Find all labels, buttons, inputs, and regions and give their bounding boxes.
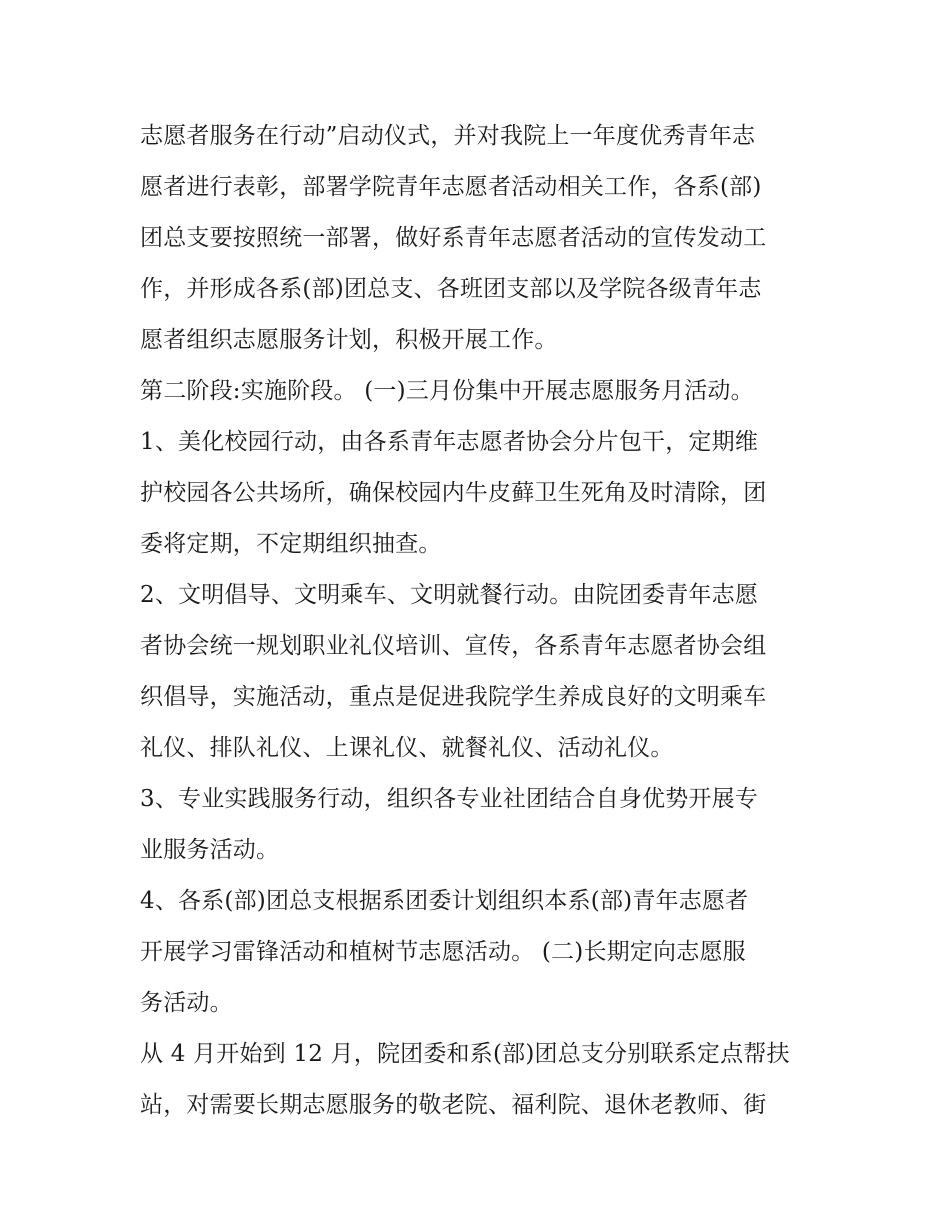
text-line: 作，并形成各系(部)团总支、各班团支部以及学院各级青年志 bbox=[140, 276, 762, 302]
text-line: 委将定期，不定期组织抽查。 bbox=[140, 531, 442, 557]
document-body bbox=[140, 111, 820, 1131]
text-line: 礼仪、排队礼仪、上课礼仪、就餐礼仪、活动礼仪。 bbox=[140, 735, 674, 761]
text-line: 团总支要按照统一部署，做好系青年志愿者活动的宣传发动工 bbox=[140, 225, 767, 251]
list-item-4-line: 4、各系(部)团总支根据系团委计划组织本系(部)青年志愿者 bbox=[140, 888, 749, 914]
text-line: 愿者进行表彰，部署学院青年志愿者活动相关工作，各系(部) bbox=[140, 174, 762, 200]
list-item-1-line: 1、美化校园行动，由各系青年志愿者协会分片包干，定期维 bbox=[140, 429, 759, 455]
list-item-2-line: 2、文明倡导、文明乘车、文明就餐行动。由院团委青年志愿 bbox=[140, 582, 759, 608]
text-line: 志愿者服务在行动”启动仪式，并对我院上一年度优秀青年志 bbox=[140, 123, 756, 149]
list-item-3-line: 3、专业实践服务行动，组织各专业社团结合自身优势开展专 bbox=[140, 786, 759, 812]
text-line: 业服务活动。 bbox=[140, 837, 280, 863]
text-line: 护校园各公共场所，确保校园内牛皮藓卫生死角及时清除，团 bbox=[140, 480, 767, 506]
text-line: 从 4 月开始到 12 月，院团委和系(部)团总支分别联系定点帮扶 bbox=[140, 1041, 790, 1067]
text-line: 织倡导，实施活动，重点是促进我院学生养成良好的文明乘车 bbox=[140, 684, 767, 710]
section-heading-line: 第二阶段:实施阶段。 (一)三月份集中开展志愿服务月活动。 bbox=[140, 378, 754, 404]
text-line: 愿者组织志愿服务计划，积极开展工作。 bbox=[140, 327, 558, 353]
text-line: 务活动。 bbox=[140, 990, 233, 1016]
text-line: 站，对需要长期志愿服务的敬老院、福利院、退休老教师、街 bbox=[140, 1092, 767, 1118]
text-line: 开展学习雷锋活动和植树节志愿活动。 (二)长期定向志愿服 bbox=[140, 939, 746, 965]
text-line: 者协会统一规划职业礼仪培训、宣传，各系青年志愿者协会组 bbox=[140, 633, 767, 659]
